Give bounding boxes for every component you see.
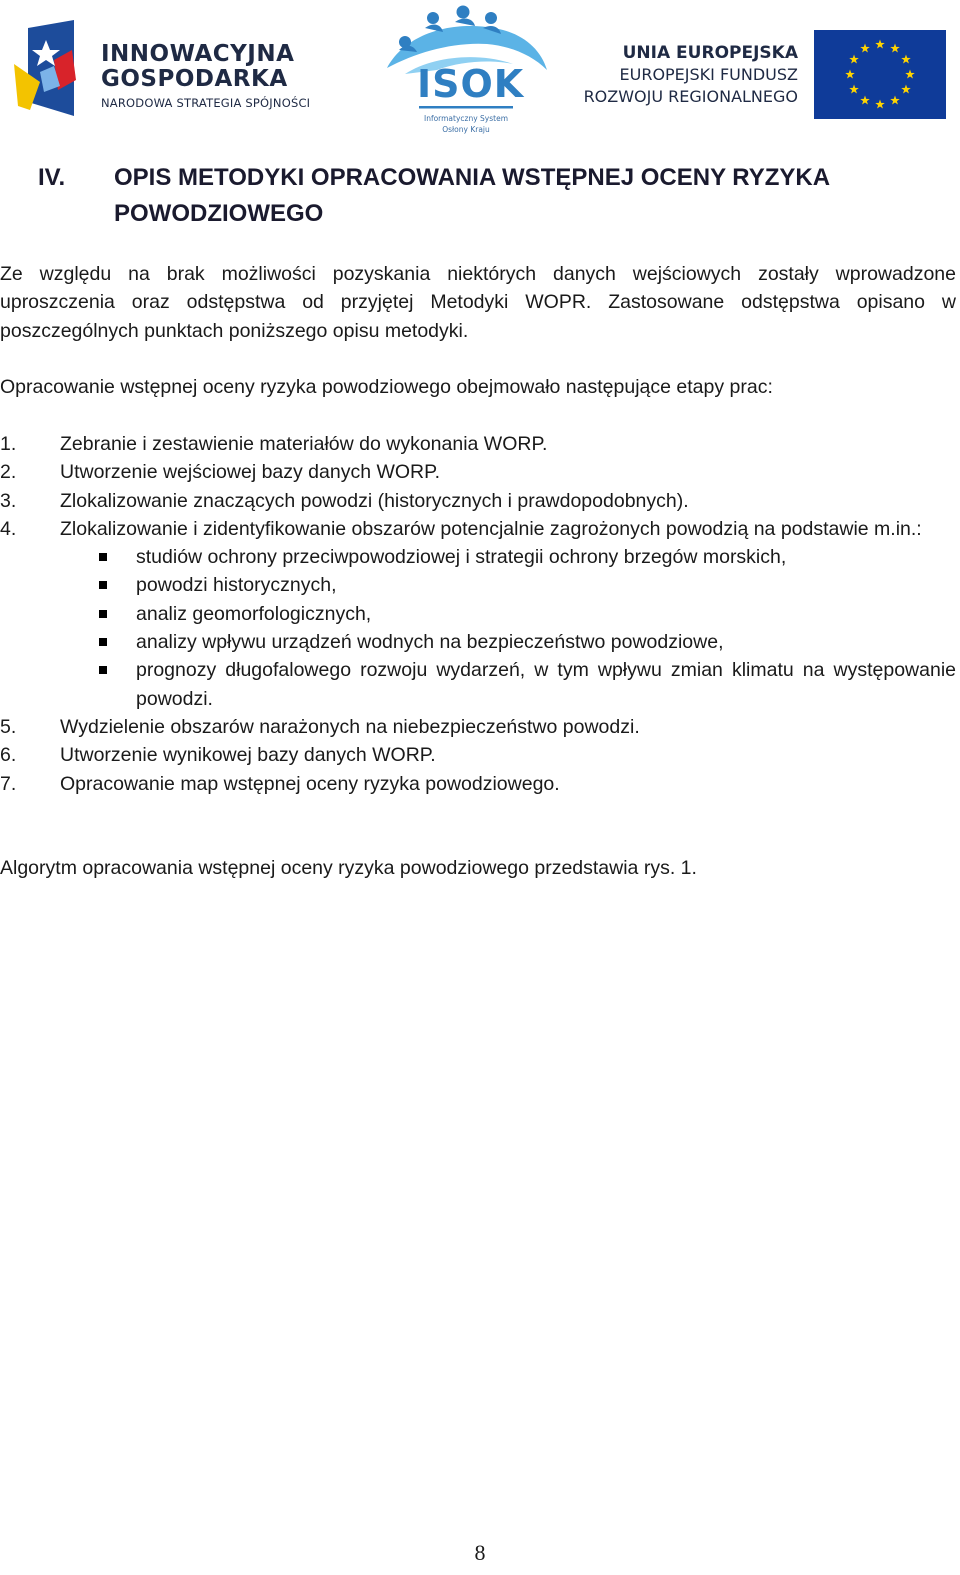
isok-logo bbox=[383, 4, 549, 136]
list-item bbox=[0, 741, 956, 769]
sub-list-item-text: powodzi historycznych, bbox=[136, 574, 337, 597]
sub-list-item bbox=[60, 571, 956, 599]
logo-left-line2: GOSPODARKA bbox=[101, 66, 288, 92]
eu-flag-icon bbox=[814, 30, 946, 119]
square-bullet-icon bbox=[99, 610, 107, 618]
list-item-text: Zebranie i zestawienie materiałów do wykonania WORP. bbox=[60, 433, 548, 455]
innowacyjna-gospodarka-flag-icon bbox=[14, 20, 96, 116]
list-item-text: Zlokalizowanie znaczących powodzi (historycznych i prawdopodobnych). bbox=[60, 489, 689, 512]
logo-left-line1: INNOWACYJNA bbox=[101, 41, 295, 67]
innowacyjna-gospodarka-text bbox=[101, 42, 310, 110]
list-item-number: 7. bbox=[0, 772, 17, 795]
sub-list-item-text: analiz geomorfologicznych, bbox=[136, 602, 372, 625]
list-item bbox=[0, 515, 956, 713]
list-item-text: Opracowanie map wstępnej oceny ryzyka powodziowego. bbox=[60, 772, 560, 795]
algorithm-paragraph: Algorytm opracowania wstępnej oceny ryzyka powodziowego przedstawia rys. 1. bbox=[0, 857, 697, 879]
list-item-number: 6. bbox=[0, 744, 17, 767]
list-item bbox=[0, 487, 956, 515]
sub-list-item bbox=[60, 656, 956, 713]
list-item-text: Wydzielenie obszarów narażonych na niebezpieczeństwo powodzi. bbox=[60, 715, 640, 738]
logo-right-line1: UNIA EUROPEJSKA bbox=[622, 43, 798, 63]
logo-right-line3: ROZWOJU REGIONALNEGO bbox=[583, 87, 798, 106]
stages-list bbox=[0, 430, 956, 798]
isok-subtitle-line2: Osłony Kraju bbox=[442, 125, 490, 134]
page-number: 8 bbox=[474, 1540, 486, 1565]
logo-left-line3: NARODOWA STRATEGIA SPÓJNOŚCI bbox=[101, 96, 311, 110]
list-item-text: Utworzenie wynikowej bazy danych WORP. bbox=[60, 744, 436, 767]
list-item bbox=[0, 770, 956, 798]
list-item-text: Zlokalizowanie i zidentyfikowanie obszarów potencjalnie zagrożonych powodzią na podstawie m.in.: bbox=[60, 517, 922, 540]
square-bullet-icon bbox=[99, 666, 107, 674]
innowacyjna-gospodarka-logo bbox=[14, 20, 334, 116]
square-bullet-icon bbox=[99, 553, 107, 561]
list-item bbox=[0, 458, 956, 486]
list-item-number: 2. bbox=[0, 461, 17, 484]
sub-list-item bbox=[60, 600, 956, 628]
list-item-number: 1. bbox=[0, 433, 17, 455]
sub-list bbox=[60, 543, 956, 713]
isok-wordmark: ISOK bbox=[417, 62, 525, 106]
list-item bbox=[0, 713, 956, 741]
eu-logo bbox=[570, 30, 948, 120]
sub-list-item bbox=[60, 628, 956, 656]
sub-list-item-text: analizy wpływu urządzeń wodnych na bezpieczeństwo powodziowe, bbox=[136, 631, 724, 654]
list-item-number: 5. bbox=[0, 715, 17, 738]
intro-paragraph: Ze względu na brak możliwości pozyskania niektórych danych wejściowych zostały wprowadzone uproszczenia oraz odstępstwa od przyjętej Metodyki WOPR. Zastosowane odstępstwa opisano w poszczególnych punktach poniższego opisu metodyki. bbox=[0, 263, 956, 342]
sub-list-item bbox=[60, 543, 956, 571]
list-item-number: 4. bbox=[0, 517, 17, 540]
stages-intro-paragraph: Opracowanie wstępnej oceny ryzyka powodziowego obejmowało następujące etapy prac: bbox=[0, 376, 773, 398]
list-item bbox=[0, 430, 956, 458]
list-item-text: Utworzenie wejściowej bazy danych WORP. bbox=[60, 461, 441, 484]
isok-subtitle-line1: Informatyczny System bbox=[423, 114, 509, 123]
section-title: OPIS METODYKI OPRACOWANIA WSTĘPNEJ OCENY RYZYKA POWODZIOWEGO bbox=[114, 164, 830, 227]
section-number: IV. bbox=[38, 164, 66, 191]
page-header bbox=[0, 0, 960, 140]
sub-list-item-text: prognozy długofalowego rozwoju wydarzeń, w tym wpływu zmian klimatu na występowanie powodzi. bbox=[136, 659, 956, 710]
list-item-number: 3. bbox=[0, 489, 17, 512]
sub-list-item-text: studiów ochrony przeciwpowodziowej i strategii ochrony brzegów morskich, bbox=[136, 546, 787, 569]
square-bullet-icon bbox=[99, 638, 107, 646]
eu-text bbox=[584, 42, 798, 108]
logo-right-line2: EUROPEJSKI FUNDUSZ bbox=[619, 65, 798, 84]
square-bullet-icon bbox=[99, 581, 107, 589]
